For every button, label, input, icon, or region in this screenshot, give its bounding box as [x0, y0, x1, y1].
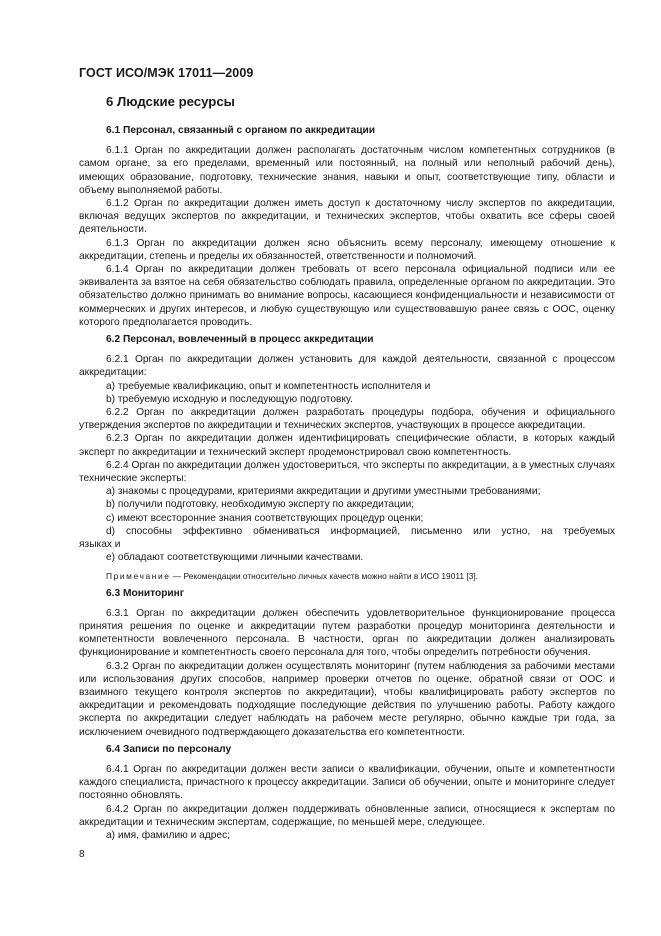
paragraph-6-1-4: 6.1.4 Орган по аккредитации должен требовать от всего персонала официальной подписи или ее эквивалента за взятое на себя обязательство соблюдать правила, определенные органом по аккредитации. Это обязательство должно принимать во внимание вопросы, касающиеся конфиденциальности и независимости от коммерческих и других интересов, и любую существующую или существовавшую ранее связь с ООС, оценку которого предполагается проводить.: [79, 264, 615, 328]
note-label: Примечание: [106, 570, 171, 581]
list-item-6-2-4-c: c) имеют всесторонние знания соответствующих процедур оценки;: [106, 512, 424, 524]
list-item-6-2-4-b: b) получили подготовку, необходимую эксперту по аккредитации;: [106, 499, 415, 511]
paragraph-6-2-2: 6.2.2 Орган по аккредитации должен разработать процедуры подбора, обучения и официального утверждения экспертов по аккредитации и технических экспертов, участвующих в процессе аккредитации.: [79, 407, 615, 432]
list-item-6-2-4-d: d) способны эффективно обмениваться информацией, письменно или устно, на требуемых: [106, 525, 615, 537]
section-6-title: 6 Людские ресурсы: [106, 94, 235, 109]
paragraph-6-3-2: 6.3.2 Орган по аккредитации должен осуществлять мониторинг (путем наблюдения за рабочими местами или использования других способов, например проверки отчетов по оценке, обратной связи от ООС и взаимного текущего контроля экспертов по аккредитации), чтобы квалифицировать работу экспертов по аккредитации и рекомендовать подходящие последующие действия по улучшению работы. Работу каждого эксперта по аккредитации следует наблюдать на рабочем месте регулярно, обычно каждые три года, за исключением очевидного подтверждающего доказательства его компетентности.: [79, 660, 615, 738]
document-header: ГОСТ ИСО/МЭК 17011—2009: [79, 66, 254, 80]
paragraph-6-4-1: 6.4.1 Орган по аккредитации должен вести записи о квалификации, обучении, опыте и компетентности каждого специалиста, причастного к процессу аккредитации. Записи об обучении, опыте и мониторинге следует постоянно обновлять.: [79, 763, 615, 802]
list-item-6-2-4-d-continuation: языках и: [79, 539, 121, 551]
paragraph-6-1-3: 6.1.3 Орган по аккредитации должен ясно объяснить всему персоналу, имеющему отношение к аккредитации, степень и пределы их обязанностей, ответственности и полномочий.: [79, 237, 615, 262]
section-6-1-title: 6.1 Персонал, связанный с органом по аккредитации: [106, 125, 376, 136]
page-number: 8: [79, 849, 85, 860]
list-item-6-2-4-e: e) обладают соответствующими личными качествами.: [106, 552, 364, 564]
page-content: [79, 94, 615, 842]
list-item-6-2-1-a: a) требуемые квалификацию, опыт и компетентность исполнителя и: [106, 380, 431, 392]
paragraph-6-1-2: 6.1.2 Орган по аккредитации должен иметь доступ к достаточному числу экспертов по аккредитации, включая ведущих экспертов по аккредитации, и технических экспертов, чтобы охватить все сферы своей деятельности.: [79, 198, 615, 236]
note-text: — Рекомендации относительно личных качеств можно найти в ИСО 19011 [3].: [170, 570, 479, 581]
paragraph-6-3-1: 6.3.1 Орган по аккредитации должен обеспечить удовлетворительное функционирование процесса принятия решения по оценке и аккредитации путем разработки процедур мониторинга деятельности и компетентности вовлеченного персонала. В частности, орган по аккредитации должен анализировать функционирование и компетентность своего персонала для того, чтобы определить потребности обучения.: [79, 607, 615, 659]
paragraph-6-1-1: 6.1.1 Орган по аккредитации должен располагать достаточным числом компетентных сотрудников (в самом органе, за его пределами, временный или постоянный, на полный или неполный рабочий день), имеющих образование, подготовку, технические знания, навыки и опыт, соответствующие типу, области и объему выполняемой работы.: [79, 145, 615, 196]
list-item-6-2-1-b: b) требуемую исходную и последующую подготовку.: [106, 393, 353, 405]
list-item-6-4-2-a: a) имя, фамилию и адрес;: [106, 829, 230, 841]
section-6-4-title: 6.4 Записи по персоналу: [106, 743, 232, 755]
paragraph-6-2-3: 6.2.3 Орган по аккредитации должен идентифицировать специфические области, в которых каждый эксперт по аккредитации и технический эксперт продемонстрировал свою компетентность.: [79, 433, 615, 458]
section-6-2-title: 6.2 Персонал, вовлеченный в процесс аккредитации: [106, 334, 374, 346]
paragraph-6-4-2: 6.4.2 Орган по аккредитации должен поддерживать обновленные записи, относящиеся к экспертам по аккредитации и техническим экспертам, содержащие, по меньшей мере, следующее.: [79, 803, 615, 828]
paragraph-6-2-1: 6.2.1 Орган по аккредитации должен установить для каждой деятельности, связанной с процессом аккредитации:: [79, 354, 615, 379]
section-6-3-title: 6.3 Мониторинг: [106, 587, 185, 599]
list-item-6-2-4-a: a) знакомы с процедурами, критериями аккредитации и другими уместными требованиями;: [106, 486, 541, 498]
paragraph-6-2-4: 6.2.4 Орган по аккредитации должен удостовериться, что эксперты по аккредитации, а в уместных случаях технические эксперты:: [79, 459, 615, 485]
note: [79, 570, 615, 582]
